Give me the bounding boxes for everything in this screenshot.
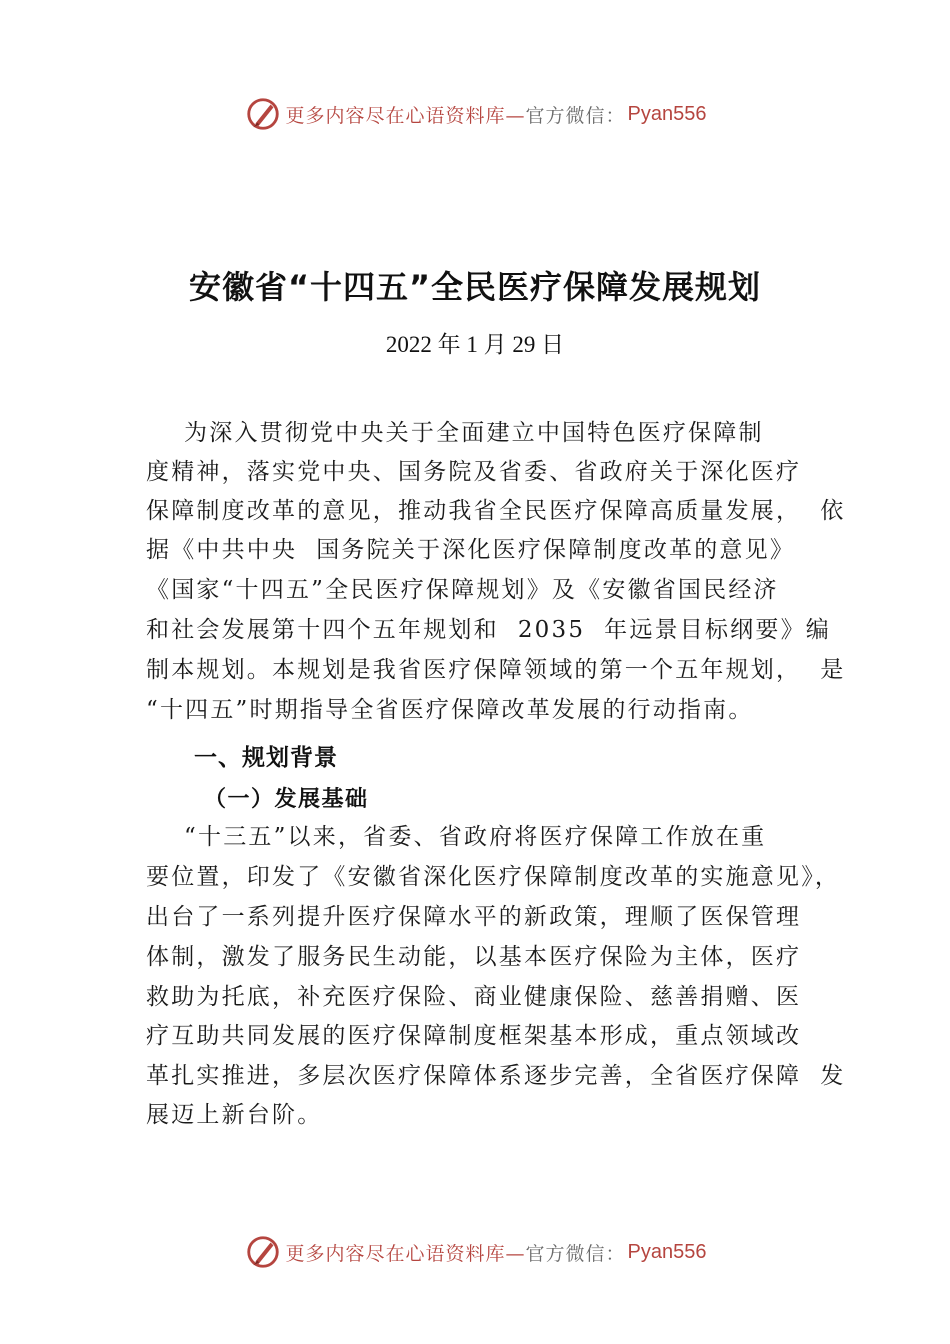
banner-wechat-id: Pyan556 (627, 102, 707, 125)
header-banner (0, 94, 950, 134)
paragraph-line: “十四五”时期指导全省医疗保障改革发展的行动指南。 (146, 697, 754, 723)
paragraph-line: 救助为托底，补充医疗保险、商业健康保险、慈善捐赠、医 (146, 984, 802, 1010)
document-title: 安徽省“十四五”全民医疗保障发展规划 (188, 268, 762, 306)
banner-wechat-label: 官方微信： (525, 104, 626, 127)
paragraph-line: 出台了一系列提升医疗保障水平的新政策，理顺了医保管理 (146, 904, 802, 930)
paragraph-line: 疗互助共同发展的医疗保障制度框架基本形成，重点领域改 (146, 1023, 802, 1049)
banner-text: 更多内容尽在心语资料库— (285, 104, 526, 127)
banner-text: 更多内容尽在心语资料库— (285, 1242, 526, 1265)
paragraph-line: 保障制度改革的意见，推动我省全民医疗保障高质量发展， 依 (146, 498, 846, 524)
banner-wechat-label: 官方微信： (525, 1242, 626, 1265)
document-date: 2022 年 1 月 29 日 (385, 332, 565, 357)
paragraph-line: 体制，激发了服务民生动能，以基本医疗保险为主体，医疗 (146, 944, 802, 970)
paragraph-line: “十三五”以来，省委、省政府将医疗保障工作放在重 (146, 824, 767, 850)
paragraph-line: 为深入贯彻党中央关于全面建立中国特色医疗保障制 (146, 420, 764, 446)
footer-banner (0, 1232, 950, 1272)
paragraph-line: 和社会发展第十四个五年规划和 2035 年远景目标纲要》编 (146, 617, 831, 643)
pen-logo-icon (244, 95, 282, 133)
paragraph-line: 据《中共中央 国务院关于深化医疗保障制度改革的意见》 (146, 537, 796, 563)
paragraph-line: 度精神，落实党中央、国务院及省委、省政府关于深化医疗 (146, 459, 802, 485)
banner-wechat-id: Pyan556 (627, 1240, 707, 1263)
paragraph-line: 要位置，印发了《安徽省深化医疗保障制度改革的实施意见》， (146, 864, 841, 890)
paragraph-line: 革扎实推进，多层次医疗保障体系逐步完善，全省医疗保障 发 (146, 1063, 846, 1089)
pen-logo-icon (244, 1233, 282, 1271)
subsection-heading: （一）发展基础 (204, 786, 369, 812)
section-heading: 一、规划背景 (194, 745, 338, 771)
paragraph-line: 制本规划。本规划是我省医疗保障领域的第一个五年规划， 是 (146, 657, 846, 683)
paragraph-line: 展迈上新台阶。 (146, 1102, 323, 1128)
paragraph-line: 《国家“十四五”全民医疗保障规划》及《安徽省国民经济 (146, 577, 779, 603)
